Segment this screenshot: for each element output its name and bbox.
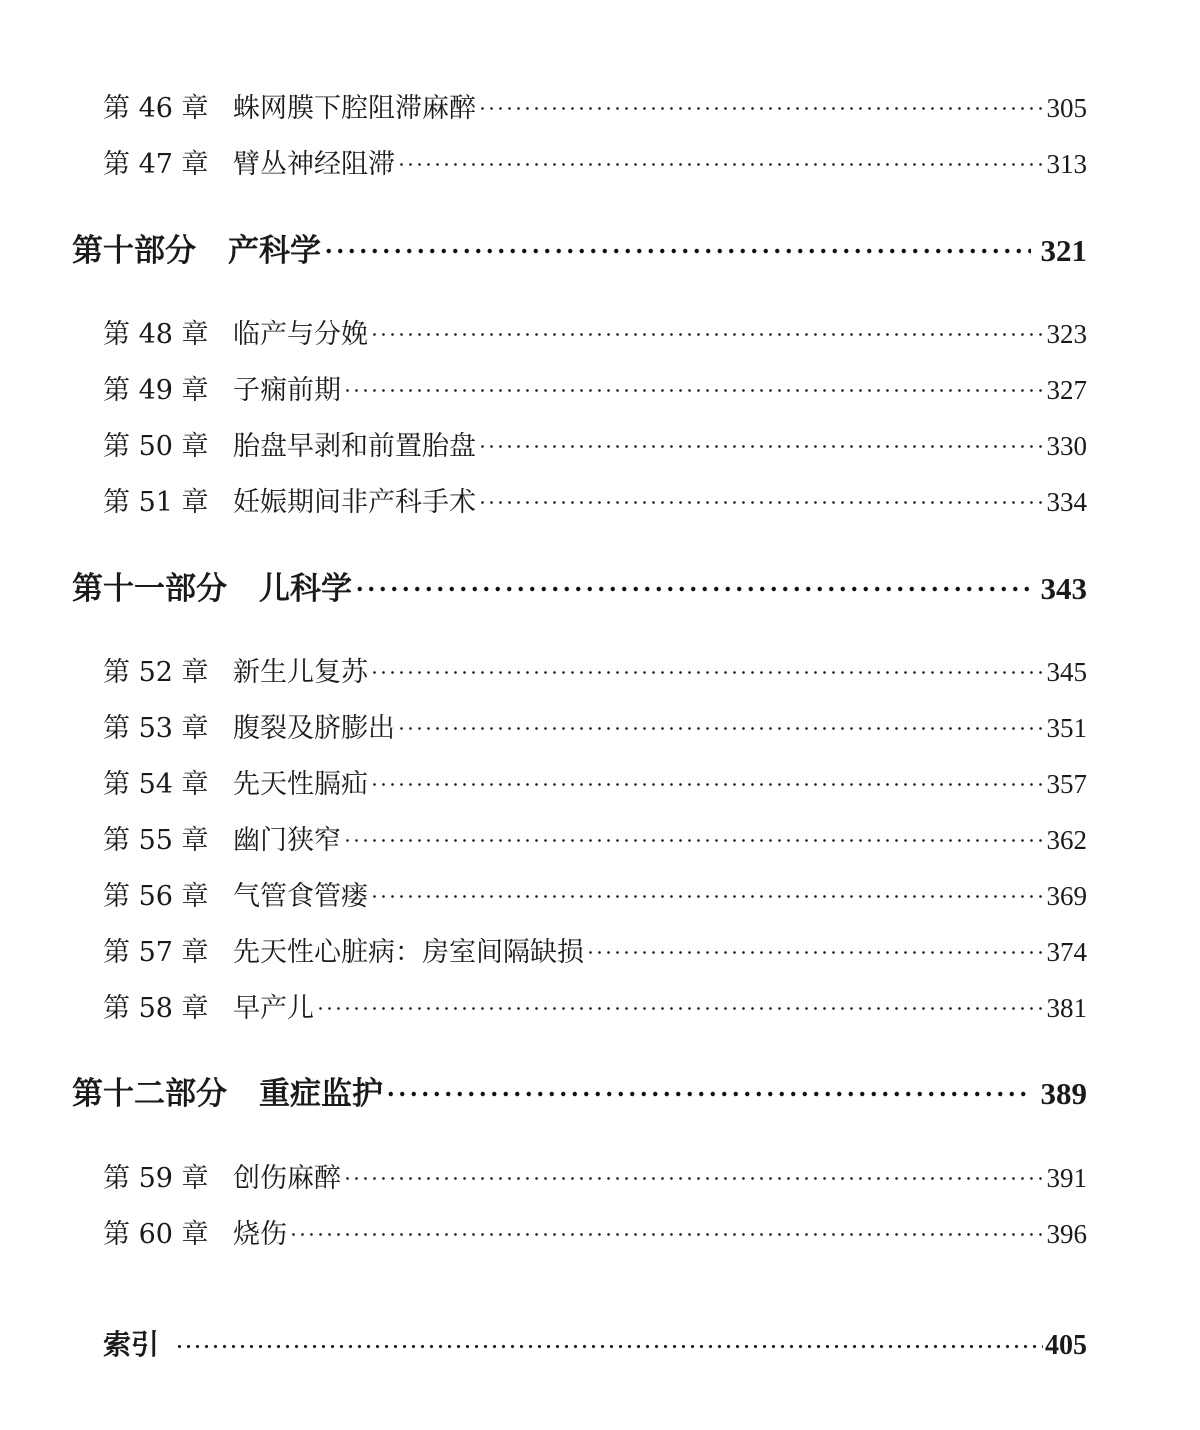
toc-entry-chapter-48[interactable] (103, 312, 1087, 351)
chapter-title: 创伤麻醉 (233, 1163, 341, 1194)
page-number: 334 (1046, 487, 1087, 517)
toc-entry-part-11[interactable] (72, 563, 1087, 608)
dot-leader (370, 312, 1045, 351)
chapter-number: 第 51 章 (103, 487, 209, 518)
chapter-title: 妊娠期间非产科手术 (233, 487, 476, 518)
toc-entry-chapter-60[interactable] (103, 1212, 1087, 1251)
dot-leader (343, 1156, 1045, 1195)
page-number: 305 (1046, 93, 1087, 123)
toc-entry-chapter-55[interactable] (103, 818, 1087, 857)
chapter-title: 临产与分娩 (233, 319, 368, 350)
page-number: 389 (1040, 1076, 1087, 1111)
chapter-number: 第 46 章 (103, 93, 209, 124)
chapter-number: 第 55 章 (103, 825, 209, 856)
toc-entry-part-10[interactable] (72, 225, 1087, 270)
chapter-title: 新生儿复苏 (233, 657, 368, 688)
toc-entry-chapter-58[interactable] (103, 986, 1087, 1025)
dot-leader (343, 818, 1045, 857)
toc-entry-chapter-46[interactable] (103, 86, 1087, 125)
dot-leader (370, 650, 1045, 689)
page-number: 343 (1040, 571, 1087, 606)
page-number: 357 (1046, 769, 1087, 799)
part-title: 儿科学 (259, 571, 352, 607)
part-number: 第十二部分 (72, 1076, 227, 1112)
page-number: 323 (1046, 319, 1087, 349)
toc-entry-chapter-53[interactable] (103, 706, 1087, 745)
chapter-title: 胎盘早剥和前置胎盘 (233, 431, 476, 462)
index-label: 索引 (103, 1328, 160, 1361)
chapter-title: 子痫前期 (233, 375, 341, 406)
page-number: 381 (1046, 993, 1087, 1023)
chapter-number: 第 50 章 (103, 431, 209, 462)
dot-leader (343, 368, 1045, 407)
toc-entry-chapter-52[interactable] (103, 650, 1087, 689)
dot-leader (289, 1212, 1045, 1251)
page-number: 351 (1046, 713, 1087, 743)
dot-leader (385, 1068, 1031, 1113)
page-number: 345 (1046, 657, 1087, 687)
part-number: 第十部分 (72, 233, 196, 269)
dot-leader (397, 142, 1045, 181)
chapter-number: 第 53 章 (103, 713, 209, 744)
toc-entry-index[interactable] (103, 1323, 1087, 1363)
dot-leader (175, 1323, 1043, 1363)
dot-leader (354, 563, 1031, 608)
chapter-number: 第 48 章 (103, 319, 209, 350)
dot-leader (478, 424, 1045, 463)
toc-entry-chapter-47[interactable] (103, 142, 1087, 181)
part-title: 重症监护 (259, 1076, 383, 1112)
page-number: 321 (1040, 233, 1087, 268)
toc-entry-part-12[interactable] (72, 1068, 1087, 1113)
dot-leader (370, 762, 1045, 801)
toc-entry-chapter-50[interactable] (103, 424, 1087, 463)
chapter-number: 第 49 章 (103, 375, 209, 406)
chapter-number: 第 47 章 (103, 149, 209, 180)
page-number: 327 (1046, 375, 1087, 405)
chapter-number: 第 60 章 (103, 1219, 209, 1250)
chapter-number: 第 58 章 (103, 993, 209, 1024)
chapter-number: 第 59 章 (103, 1163, 209, 1194)
page-number: 405 (1045, 1330, 1087, 1361)
page-number: 313 (1046, 149, 1087, 179)
page-number: 362 (1046, 825, 1087, 855)
dot-leader (397, 706, 1045, 745)
dot-leader (323, 225, 1031, 270)
page-number: 396 (1046, 1219, 1087, 1249)
chapter-number: 第 54 章 (103, 769, 209, 800)
chapter-title: 先天性心脏病：房室间隔缺损 (233, 937, 584, 968)
dot-leader (478, 86, 1045, 125)
chapter-title: 早产儿 (233, 993, 314, 1024)
page-number: 391 (1046, 1163, 1087, 1193)
chapter-title: 烧伤 (233, 1219, 287, 1250)
part-number: 第十一部分 (72, 571, 227, 607)
chapter-title: 先天性膈疝 (233, 769, 368, 800)
chapter-title: 蛛网膜下腔阻滞麻醉 (233, 93, 476, 124)
part-title: 产科学 (228, 233, 321, 269)
page-number: 369 (1046, 881, 1087, 911)
page-number: 330 (1046, 431, 1087, 461)
chapter-title: 腹裂及脐膨出 (233, 713, 395, 744)
toc-entry-chapter-49[interactable] (103, 368, 1087, 407)
dot-leader (316, 986, 1045, 1025)
chapter-title: 幽门狭窄 (233, 825, 341, 856)
chapter-number: 第 57 章 (103, 937, 209, 968)
dot-leader (586, 930, 1045, 969)
chapter-title: 臂丛神经阻滞 (233, 149, 395, 180)
chapter-number: 第 52 章 (103, 657, 209, 688)
toc-entry-chapter-57[interactable] (103, 930, 1087, 969)
dot-leader (370, 874, 1045, 913)
toc-entry-chapter-54[interactable] (103, 762, 1087, 801)
toc-entry-chapter-59[interactable] (103, 1156, 1087, 1195)
chapter-number: 第 56 章 (103, 881, 209, 912)
dot-leader (478, 480, 1045, 519)
chapter-title: 气管食管瘘 (233, 881, 368, 912)
toc-entry-chapter-56[interactable] (103, 874, 1087, 913)
toc-entry-chapter-51[interactable] (103, 480, 1087, 519)
page-number: 374 (1046, 937, 1087, 967)
